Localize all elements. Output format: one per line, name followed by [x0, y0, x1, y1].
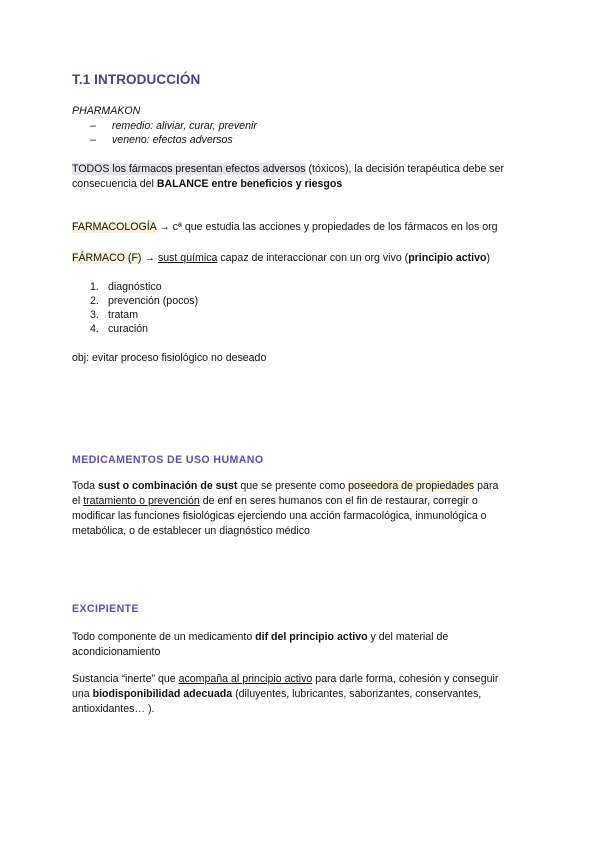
list-item-text: tratam: [108, 309, 139, 321]
text-span: Sustancia “inerte” que: [72, 673, 179, 685]
text-span: de enf en seres humanos con el fin de restaurar, corregir o: [199, 495, 478, 507]
paragraph-line: [72, 495, 478, 507]
list-item: [90, 120, 257, 132]
bold-text: dif del principio activo: [255, 631, 368, 643]
text-span: (tóxicos), la decisión terapéutica debe ser: [305, 163, 505, 175]
paragraph-line: [72, 631, 448, 643]
section-heading-medicamentos: MEDICAMENTOS DE USO HUMANO: [72, 454, 264, 466]
list-item: [90, 281, 162, 293]
highlighted-text: TODOS los fármacos presentan efectos adversos: [72, 163, 306, 175]
definition-farmacologia: [72, 221, 498, 233]
text-span: y del material de: [367, 631, 449, 643]
list-item-text: veneno: efectos adversos: [112, 134, 233, 146]
text-span: que se presente como: [237, 480, 349, 492]
section-heading-excipiente: EXCIPIENTE: [72, 603, 139, 615]
text-span: para darle forma, cohesión y conseguir: [312, 673, 499, 685]
paragraph-line: acondicionamiento: [72, 646, 161, 658]
highlighted-term: FÁRMACO (F): [72, 252, 142, 264]
paragraph-line: [72, 673, 498, 685]
list-number: 4.: [90, 323, 99, 335]
list-bullet: –: [90, 120, 96, 132]
text-span: consecuencia del: [72, 178, 157, 190]
highlighted-text: poseedora de propiedades: [348, 480, 475, 492]
arrow-text: →: [141, 252, 158, 264]
list-item-text: curación: [108, 323, 149, 335]
bold-text: sust o combinación de sust: [97, 480, 238, 492]
paragraph-todos-line1: [72, 163, 504, 175]
list-item-text: diagnóstico: [108, 281, 162, 293]
list-item-text: prevención (pocos): [108, 295, 199, 307]
text-span: Toda: [72, 480, 98, 492]
text-span: capaz de interaccionar con un org vivo (: [217, 252, 409, 264]
list-number: 3.: [90, 309, 99, 321]
definition-farmaco: [72, 252, 490, 264]
text-span: para: [474, 480, 499, 492]
text-span: Todo componente de un medicamento: [72, 631, 256, 643]
list-item: [90, 323, 148, 335]
paragraph-line: modificar las funciones fisiológicas ejerciendo una acción farmacológica, inmunológica o: [72, 510, 487, 522]
list-item: [90, 134, 233, 146]
text-span: ): [486, 252, 491, 264]
text-span: → cª que estudia las acciones y propiedades de los fármacos en los org: [156, 221, 498, 233]
bold-text: BALANCE entre beneficios y riesgos: [156, 178, 343, 190]
list-number: 2.: [90, 295, 99, 307]
text-span: una: [72, 688, 93, 700]
text-span: el: [72, 495, 84, 507]
list-item-text: remedio: aliviar, curar, prevenir: [112, 120, 257, 132]
bold-text: principio activo: [408, 252, 487, 264]
text-span: (diluyentes, lubricantes, saborizantes, conservantes,: [232, 688, 482, 700]
pharmakon-heading: PHARMAKON: [72, 105, 141, 117]
highlighted-term: FARMACOLOGÍA: [72, 221, 157, 233]
list-number: 1.: [90, 281, 99, 293]
obj-text: obj: evitar proceso fisiológico no deseado: [72, 352, 267, 364]
paragraph-line: antioxidantes… ).: [72, 703, 155, 715]
underlined-text: tratamiento o prevención: [83, 495, 200, 507]
list-bullet: –: [90, 134, 96, 146]
list-item: [90, 309, 138, 321]
underlined-text: sust química: [157, 252, 218, 264]
underlined-text: acompaña al principio activo: [178, 673, 313, 685]
paragraph-line: metabólica, o de establecer un diagnóstico médico: [72, 525, 310, 537]
page-title: T.1 INTRODUCCIÓN: [72, 72, 201, 87]
bold-text: biodisponibilidad adecuada: [92, 688, 233, 700]
paragraph-todos-line2: [72, 178, 342, 190]
paragraph-line: [72, 480, 498, 492]
paragraph-line: [72, 688, 481, 700]
list-item: [90, 295, 198, 307]
